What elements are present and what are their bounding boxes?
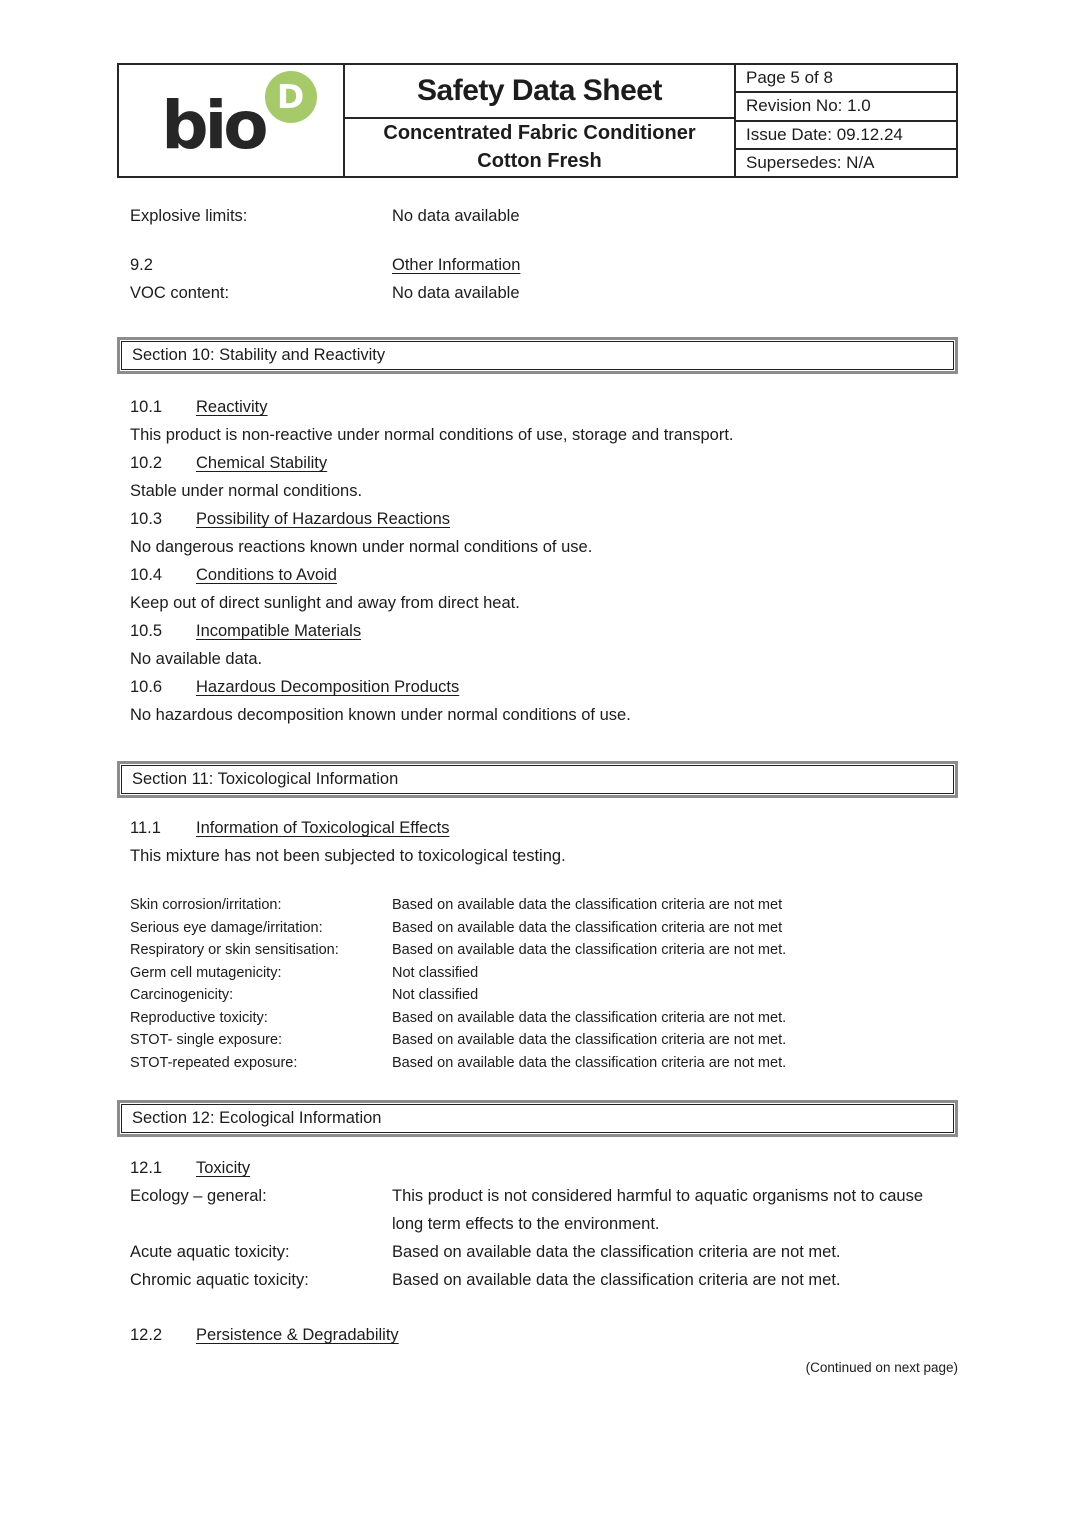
toxicology-table	[117, 894, 958, 1074]
subsection-12-2-heading: Persistence & Degradability	[196, 1326, 399, 1344]
explosive-limits-value: No data available	[392, 207, 520, 225]
tox-row-label: Serious eye damage/irritation:	[130, 919, 323, 936]
subsection-10-2-body: Stable under normal conditions.	[130, 482, 363, 500]
tox-row-value: Based on available data the classification criteria are not met.	[392, 1054, 787, 1071]
tox-row-label: Reproductive toxicity:	[130, 1009, 268, 1026]
tox-row-label: Skin corrosion/irritation:	[130, 897, 282, 913]
tox-row	[117, 917, 958, 940]
tox-row	[117, 939, 958, 962]
ecology-general-value: This product is not considered harmful to aquatic organisms not to cause long term effects to the environment.	[392, 1187, 924, 1233]
subsection-10-3-number: 10.3	[130, 510, 163, 528]
subsection-10-1-body: This product is non-reactive under normal conditions of use, storage and transport.	[130, 426, 734, 444]
subsection-11-1	[117, 814, 958, 842]
subsection-10-5-heading: Incompatible Materials	[196, 622, 362, 640]
subsection-10-6-heading: Hazardous Decomposition Products	[196, 678, 460, 696]
subsection-10-1-heading: Reactivity	[196, 398, 268, 416]
subsection-10-6-body: No hazardous decomposition known under normal conditions of use.	[130, 706, 631, 724]
subsection-11-1-heading: Information of Toxicological Effects	[196, 819, 450, 837]
page-content	[117, 63, 958, 1377]
subsection-12-2-number: 12.2	[130, 1326, 163, 1344]
acute-aquatic-row	[117, 1238, 958, 1266]
subsection-10-4-heading: Conditions to Avoid	[196, 566, 337, 584]
revision-number: Revision No: 1.0	[736, 93, 956, 121]
voc-content-value: No data available	[392, 284, 520, 302]
subsection-12-1-number: 12.1	[130, 1159, 163, 1177]
subsection-10-1-number: 10.1	[130, 398, 163, 416]
tox-row-value: Not classified	[392, 987, 479, 1003]
chromic-aquatic-label: Chromic aquatic toxicity:	[130, 1271, 309, 1289]
tox-row	[117, 1029, 958, 1052]
tox-row-label: STOT-repeated exposure:	[130, 1054, 298, 1071]
tox-row-value: Not classified	[392, 964, 479, 981]
tox-row-label: Germ cell mutagenicity:	[130, 964, 282, 981]
logo-d-badge-icon: D	[265, 71, 317, 123]
subsection-9-2-heading: Other Information	[392, 256, 521, 274]
subsection-9-2	[117, 251, 958, 279]
continued-note: (Continued on next page)	[805, 1360, 958, 1375]
subsection-10-3-body: No dangerous reactions known under normal conditions of use.	[130, 538, 593, 556]
tox-row	[117, 1007, 958, 1030]
logo-cell	[119, 65, 343, 176]
product-name	[345, 119, 734, 177]
tox-row-value: Based on available data the classification criteria are not met	[392, 897, 783, 913]
subsection-10-4-number: 10.4	[130, 566, 163, 584]
subsection-10-2	[117, 449, 958, 477]
tox-row	[117, 962, 958, 985]
section-12-header-bar	[117, 1100, 958, 1137]
tox-row-label: STOT- single exposure:	[130, 1032, 283, 1048]
subsection-10-4-body: Keep out of direct sunlight and away from direct heat.	[130, 594, 520, 612]
voc-content-row	[117, 279, 958, 307]
subsection-10-5	[117, 617, 958, 645]
subsection-12-1-heading: Toxicity	[196, 1159, 251, 1177]
ecology-general-row	[117, 1182, 958, 1238]
section-10-header-bar	[117, 337, 958, 374]
document-title: Safety Data Sheet	[345, 65, 734, 119]
section-11-header-bar	[117, 761, 958, 798]
chromic-aquatic-value: Based on available data the classification criteria are not met.	[392, 1271, 841, 1289]
ecology-general-label: Ecology – general:	[130, 1187, 267, 1205]
subsection-10-2-heading: Chemical Stability	[196, 454, 328, 472]
supersedes: Supersedes: N/A	[746, 152, 875, 172]
page-number: Page 5 of 8	[736, 65, 956, 93]
biod-logo	[161, 77, 305, 164]
voc-content-label: VOC content:	[130, 284, 230, 302]
subsection-10-5-number: 10.5	[130, 622, 163, 640]
title-cell	[343, 65, 736, 176]
subsection-10-2-number: 10.2	[130, 454, 163, 472]
product-name-line1: Concentrated Fabric Conditioner	[383, 122, 696, 145]
subsection-10-6	[117, 673, 958, 701]
acute-aquatic-value: Based on available data the classification criteria are not met.	[392, 1243, 841, 1261]
subsection-12-1	[117, 1154, 958, 1182]
subsection-10-1	[117, 393, 958, 421]
subsection-10-6-number: 10.6	[130, 678, 163, 696]
subsection-10-3-heading: Possibility of Hazardous Reactions	[196, 510, 451, 528]
tox-row-value: Based on available data the classification criteria are not met.	[392, 1009, 787, 1026]
tox-row-label: Carcinogenicity:	[130, 987, 234, 1003]
section-10-header: Section 10: Stability and Reactivity	[121, 341, 954, 370]
subsection-11-1-number: 11.1	[130, 819, 161, 837]
chromic-aquatic-row	[117, 1266, 958, 1294]
tox-row-value: Based on available data the classification criteria are not met	[392, 919, 783, 936]
tox-row-value: Based on available data the classification criteria are not met.	[392, 942, 787, 958]
issue-date: Issue Date: 09.12.24	[736, 122, 956, 150]
tox-row	[117, 1052, 958, 1075]
tox-row	[117, 984, 958, 1007]
subsection-12-2	[117, 1321, 958, 1349]
subsection-10-5-body: No available data.	[130, 650, 263, 668]
subsection-11-1-body: This mixture has not been subjected to toxicological testing.	[130, 847, 566, 865]
section-12-header: Section 12: Ecological Information	[121, 1104, 954, 1133]
tox-row-value: Based on available data the classification criteria are not met.	[392, 1032, 787, 1048]
logo-text: bio	[161, 86, 265, 164]
header-table	[117, 63, 958, 178]
product-name-line2: Cotton Fresh	[477, 150, 602, 173]
tox-row	[117, 894, 958, 917]
acute-aquatic-label: Acute aquatic toxicity:	[130, 1243, 290, 1261]
subsection-10-3	[117, 505, 958, 533]
subsection-9-2-number: 9.2	[130, 256, 153, 274]
tox-row-label: Respiratory or skin sensitisation:	[130, 942, 339, 958]
meta-cell	[736, 65, 956, 176]
explosive-limits-label: Explosive limits:	[130, 207, 248, 225]
section-11-header: Section 11: Toxicological Information	[121, 765, 954, 794]
explosive-limits-row	[117, 202, 958, 230]
subsection-10-4	[117, 561, 958, 589]
